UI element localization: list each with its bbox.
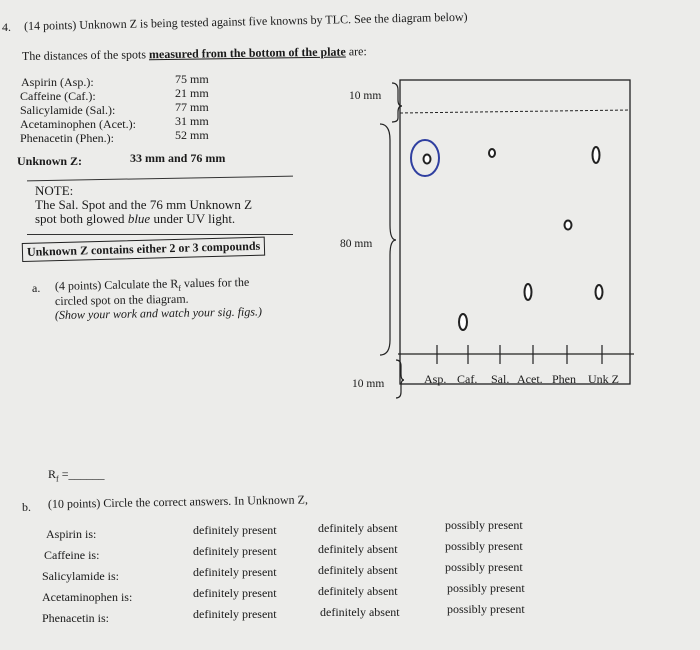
option-present-phenacetin[interactable]: definitely present	[193, 607, 277, 621]
row-name-caffeine: Caffeine is:	[44, 548, 100, 562]
spot-sal-low	[525, 284, 532, 300]
part-a-line3: (Show your work and watch your sig. figs.)	[54, 304, 263, 322]
middle-distance-label: 80 mm	[340, 238, 373, 250]
option-present-caffeine[interactable]: definitely present	[193, 544, 277, 558]
distances-intro-text: The distances of the spots	[21, 47, 147, 63]
option-possible-salicylamide[interactable]: possibly present	[445, 560, 523, 574]
spot-name-acetaminophen: Acetaminophen (Acet.):	[20, 117, 136, 131]
note-line1: The Sal. Spot and the 76 mm Unknown Z	[35, 197, 253, 212]
option-present-salicylamide[interactable]: definitely present	[193, 565, 277, 579]
distances-end: are:	[348, 44, 367, 59]
lane-label-asp: Asp.	[424, 372, 447, 386]
unknown-value: 33 mm and 76 mm	[130, 151, 226, 165]
option-absent-caffeine[interactable]: definitely absent	[318, 542, 398, 556]
spot-dist-caffeine: 21 mm	[175, 86, 209, 100]
spot-dist-salicylamide: 77 mm	[175, 100, 209, 114]
note-line2-pre: spot both glowed	[35, 211, 125, 226]
note-line2-post: under UV light.	[153, 211, 236, 226]
rf-subscript: f	[56, 474, 59, 484]
option-present-acetaminophen[interactable]: definitely present	[193, 586, 277, 600]
spot-caf	[459, 314, 467, 330]
part-a-line1-text: (4 points) Calculate the R	[54, 276, 179, 293]
spot-dist-acetaminophen: 31 mm	[175, 114, 209, 128]
middle-brace	[380, 124, 396, 355]
contains-box: Unknown Z contains either 2 or 3 compounds	[22, 237, 266, 262]
part-b-letter: b.	[22, 500, 31, 514]
rf-label: R	[48, 467, 57, 481]
part-b-text: (10 points) Circle the correct answers. In Unknown Z,	[47, 492, 309, 511]
spot-unk-top	[593, 147, 600, 163]
option-absent-salicylamide[interactable]: definitely absent	[318, 563, 398, 577]
part-a-line2: circled spot on the diagram.	[54, 291, 189, 308]
question-number: 4.	[2, 20, 11, 34]
spot-name-aspirin: Aspirin (Asp.):	[21, 75, 94, 89]
lane-label-sal: Sal.	[491, 372, 510, 386]
row-name-acetaminophen: Acetaminophen is:	[42, 590, 133, 604]
option-possible-aspirin[interactable]: possibly present	[445, 518, 523, 532]
distances-emphasis: measured from the bottom of the plate	[148, 44, 346, 62]
row-name-phenacetin: Phenacetin is:	[42, 611, 109, 625]
rf-answer-line	[48, 467, 104, 483]
rf-blank: ______	[68, 467, 105, 481]
option-absent-aspirin[interactable]: definitely absent	[318, 521, 398, 535]
solvent-front-line	[400, 110, 630, 113]
option-possible-phenacetin[interactable]: possibly present	[447, 602, 525, 616]
lane-label-caf: Caf.	[457, 372, 478, 386]
spot-asp	[424, 155, 431, 164]
spot-dist-aspirin: 75 mm	[175, 72, 209, 86]
lane-label-unkz: Unk Z	[588, 372, 619, 386]
note-title: NOTE:	[35, 183, 74, 198]
part-a-letter: a.	[32, 281, 41, 295]
option-present-aspirin[interactable]: definitely present	[193, 523, 277, 537]
top-distance-label: 10 mm	[349, 90, 382, 102]
option-possible-caffeine[interactable]: possibly present	[445, 539, 523, 553]
spot-caf-top	[489, 149, 495, 157]
part-a-line1-end: values for the	[183, 274, 250, 291]
question-header: (14 points) Unknown Z is being tested against five knowns by TLC. See the diagram below)	[23, 9, 468, 33]
row-name-aspirin: Aspirin is:	[46, 527, 97, 541]
spot-unk-low	[596, 285, 603, 299]
spot-name-phenacetin: Phenacetin (Phen.):	[20, 131, 114, 145]
spot-dist-phenacetin: 52 mm	[175, 128, 209, 142]
lane-label-phen: Phen	[552, 372, 576, 386]
spot-name-caffeine: Caffeine (Caf.):	[20, 89, 96, 103]
option-possible-acetaminophen[interactable]: possibly present	[447, 581, 525, 595]
lane-label-acet: Acet.	[517, 372, 543, 386]
row-name-salicylamide: Salicylamide is:	[42, 569, 119, 583]
tlc-plate	[400, 80, 630, 384]
unknown-label: Unknown Z:	[17, 154, 83, 168]
spot-name-salicylamide: Salicylamide (Sal.):	[20, 103, 116, 117]
tlc-spots	[424, 147, 603, 330]
rf-equals: =	[58, 467, 69, 481]
note-line2-emphasis: blue	[127, 211, 151, 226]
bottom-distance-label: 10 mm	[352, 378, 385, 390]
option-absent-acetaminophen[interactable]: definitely absent	[318, 584, 398, 598]
spot-phen	[565, 221, 572, 230]
option-absent-phenacetin[interactable]: definitely absent	[320, 605, 400, 619]
part-a-subscript: f	[178, 283, 182, 293]
